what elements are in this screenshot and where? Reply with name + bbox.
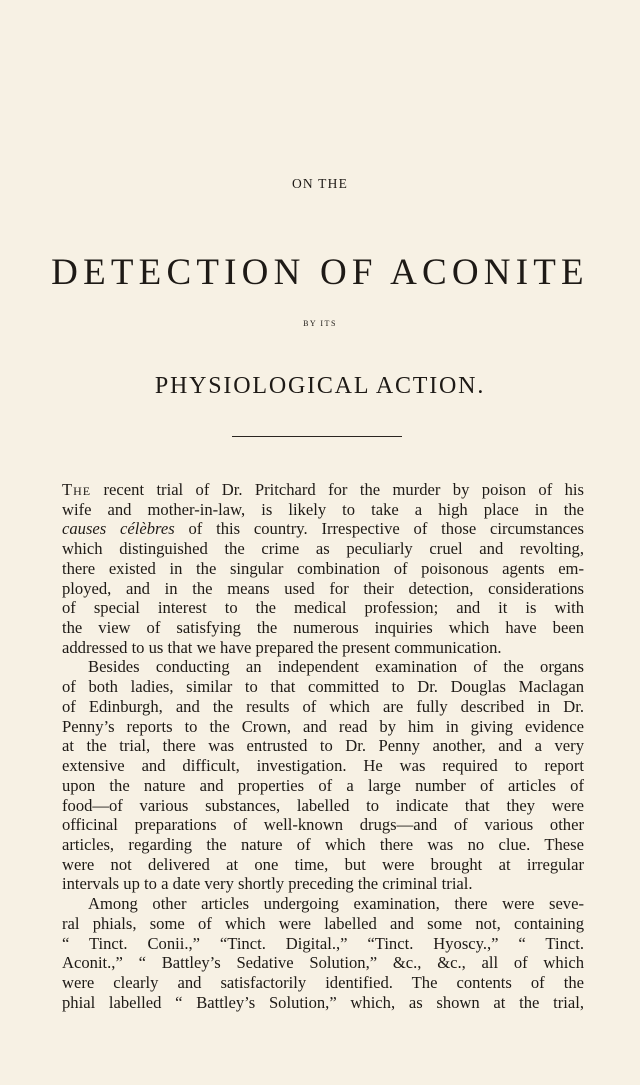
text-line: phial labelled “ Battley’s Solution,” which, as shown at the trial, (62, 992, 584, 1012)
text-line: the view of satisfying the numerous inquiries which have been (62, 618, 584, 638)
text-line: of special interest to the medical profession; and it is with (62, 598, 584, 618)
text-line: were clearly and satisfactorily identified. The contents of the (62, 972, 584, 992)
text-line: articles, regarding the nature of which there was no clue. These (62, 834, 584, 854)
text-line: which distinguished the crime as peculiarly cruel and revolting, (62, 539, 584, 559)
by-its-label: BY ITS (303, 319, 337, 328)
text-line: of Edinburgh, and the results of which are fully described in Dr. (62, 696, 584, 716)
text-line: were not delivered at one time, but were brought at irregular (62, 854, 584, 874)
drop-word: The (62, 480, 92, 499)
pre-title: ON THE (291, 176, 349, 191)
text-line: extensive and difficult, investigation. He was required to report (62, 756, 584, 776)
text-line: officinal preparations of well-known drugs—and of various other (62, 815, 584, 835)
text-line: addressed to us that we have prepared the present communication. (62, 637, 502, 657)
text-line: Penny’s reports to the Crown, and read by him in giving evidence (62, 716, 584, 736)
text-line-rest: of this country. Irrespective of those circumstances (174, 519, 584, 539)
text-line: there existed in the singular combination of poisonous agents em- (62, 558, 584, 578)
text-line: Among other articles undergoing examination, there were seve- (88, 894, 584, 914)
text-line: food—of various substances, labelled to indicate that they were (62, 795, 584, 815)
text-line: Besides conducting an independent examination of the organs (88, 657, 584, 677)
text-line: Aconit.,” “ Battley’s Sedative Solution,” &c., &c., all of which (62, 953, 584, 973)
text-line: at the trial, there was entrusted to Dr. Penny another, and a very (62, 736, 584, 756)
page-title: DETECTION OF ACONITE (51, 252, 589, 293)
text-line: ral phials, some of which were labelled and some not, containing (62, 913, 584, 933)
body-text (62, 480, 584, 1012)
text-line: ployed, and in the means used for their detection, considerations (62, 578, 584, 598)
text-line (62, 519, 584, 539)
text-line: of both ladies, similar to that committed to Dr. Douglas Maclagan (62, 677, 584, 697)
text-line: intervals up to a date very shortly preceding the criminal trial. (62, 874, 473, 894)
text-line: upon the nature and properties of a large number of articles of (62, 775, 584, 795)
title-divider (232, 436, 402, 437)
page-subtitle: PHYSIOLOGICAL ACTION. (154, 373, 486, 399)
text-line: “ Tinct. Conii.,” “Tinct. Digital.,” “Tinct. Hyoscy.,” “ Tinct. (62, 933, 584, 953)
text-line: wife and mother-in-law, is likely to take a high place in the (62, 499, 584, 519)
text-line (62, 480, 584, 500)
text-line-rest: recent trial of Dr. Pritchard for the murder by poison of his (91, 480, 584, 499)
italic-phrase: causes célèbres (62, 519, 175, 539)
